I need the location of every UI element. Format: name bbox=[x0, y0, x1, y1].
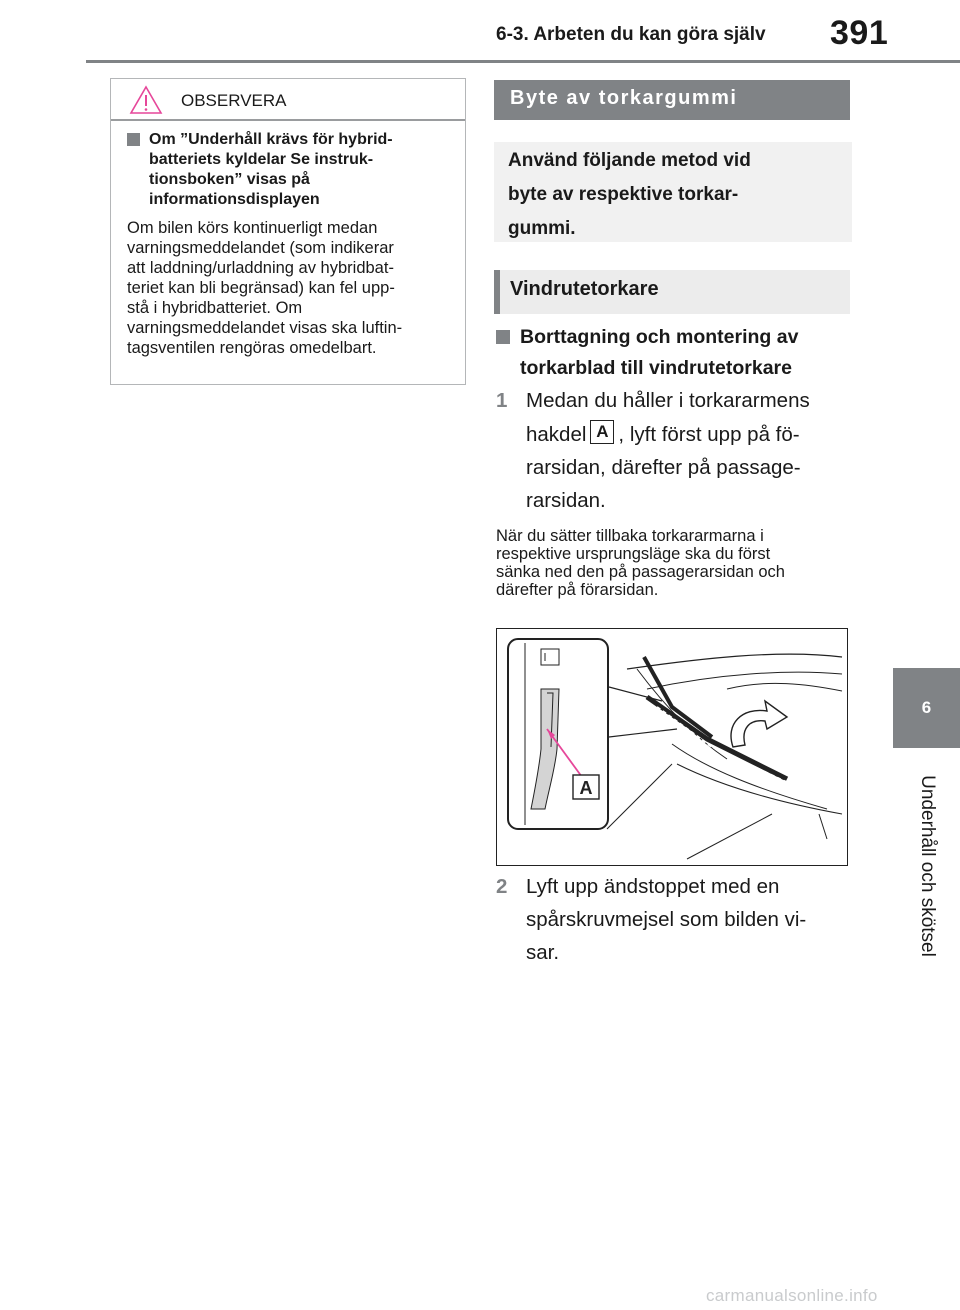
note-line: sänka ned den på passagerarsidan och bbox=[496, 563, 785, 581]
note-line: När du sätter tillbaka torkararmarna i bbox=[496, 527, 764, 545]
page-number: 391 bbox=[830, 14, 889, 52]
note-line: därefter på förarsidan. bbox=[496, 581, 659, 599]
step-text bbox=[496, 870, 846, 969]
caution-text-line: stå i hybridbatteriet. Om bbox=[127, 299, 303, 317]
caution-subheading-line: batteriets kyldelar Se instruk- bbox=[149, 151, 374, 168]
step-line: Medan du håller i torkararmens bbox=[526, 389, 810, 412]
intro-line: Använd följande metod vid bbox=[508, 150, 751, 171]
subsection-heading bbox=[494, 270, 850, 314]
header-divider bbox=[86, 60, 960, 63]
caution-text-line: teriet kan bli begränsad) kan fel upp- bbox=[127, 279, 395, 297]
caution-subheading bbox=[127, 130, 449, 210]
callout-label-a: A bbox=[590, 420, 614, 444]
section-header-title: 6-3. Arbeten du kan göra själv bbox=[496, 24, 766, 45]
caution-subheading-line: tionsboken” visas på bbox=[149, 171, 310, 188]
warning-triangle-icon bbox=[129, 85, 163, 115]
procedure-heading-line: torkarblad till vindrutetorkare bbox=[520, 357, 792, 379]
step-line: sar. bbox=[526, 941, 560, 964]
square-bullet-icon bbox=[496, 330, 510, 344]
procedure-note bbox=[496, 527, 850, 599]
step-number: 2 bbox=[496, 875, 508, 898]
caution-text bbox=[127, 218, 449, 358]
caution-subheading-line: Om ”Underhåll krävs för hybrid- bbox=[149, 131, 393, 148]
step-number: 1 bbox=[496, 389, 508, 412]
caution-text-line: varningsmeddelandet (som indikerar bbox=[127, 239, 394, 257]
section-title: Byte av torkargummi bbox=[510, 87, 738, 109]
section-title-banner bbox=[494, 80, 850, 120]
chapter-tab bbox=[893, 668, 960, 748]
caution-text-line: tagsventilen rengöras omedelbart. bbox=[127, 339, 377, 357]
intro-line: byte av respektive torkar- bbox=[508, 184, 739, 205]
watermark: carmanualsonline.info bbox=[706, 1286, 878, 1305]
caution-box bbox=[110, 78, 466, 385]
caution-text-line: varningsmeddelandet visas ska luftin- bbox=[127, 319, 403, 337]
figure-callout-a: A bbox=[579, 778, 593, 798]
chapter-label-container bbox=[895, 760, 959, 970]
caution-title: OBSERVERA bbox=[181, 91, 287, 110]
note-line: respektive ursprungsläge ska du först bbox=[496, 545, 771, 563]
subsection-accent-bar bbox=[494, 270, 500, 314]
caution-header bbox=[111, 79, 465, 119]
wiper-drawing bbox=[497, 629, 847, 865]
step-line-part: hakdel bbox=[526, 423, 587, 446]
step-line: rarsidan. bbox=[526, 489, 606, 512]
wiper-illustration bbox=[496, 628, 848, 866]
caution-subheading-line: informationsdisplayen bbox=[149, 191, 320, 208]
subsection-title: Vindrutetorkare bbox=[510, 278, 659, 300]
step-1 bbox=[496, 384, 846, 517]
caution-text-line: Om bilen körs kontinuerligt medan bbox=[127, 219, 378, 237]
intro-line: gummi. bbox=[508, 218, 576, 239]
chapter-label: Underhåll och skötsel bbox=[917, 775, 938, 957]
square-bullet-icon bbox=[127, 133, 140, 146]
caution-body bbox=[111, 121, 465, 358]
step-2 bbox=[496, 870, 846, 969]
step-line: spårskruvmejsel som bilden vi- bbox=[526, 908, 807, 931]
step-line: Lyft upp ändstoppet med en bbox=[526, 875, 780, 898]
step-line: rarsidan, därefter på passage- bbox=[526, 456, 801, 479]
procedure-heading-line: Borttagning och montering av bbox=[520, 326, 799, 348]
step-text bbox=[496, 384, 846, 517]
chapter-number: 6 bbox=[921, 698, 932, 717]
step-line-part: , lyft först upp på fö- bbox=[618, 423, 800, 446]
caution-text-line: att laddning/urladdning av hybridbat- bbox=[127, 259, 394, 277]
section-intro bbox=[494, 142, 852, 242]
procedure-heading bbox=[496, 322, 846, 384]
step-line bbox=[526, 418, 846, 451]
